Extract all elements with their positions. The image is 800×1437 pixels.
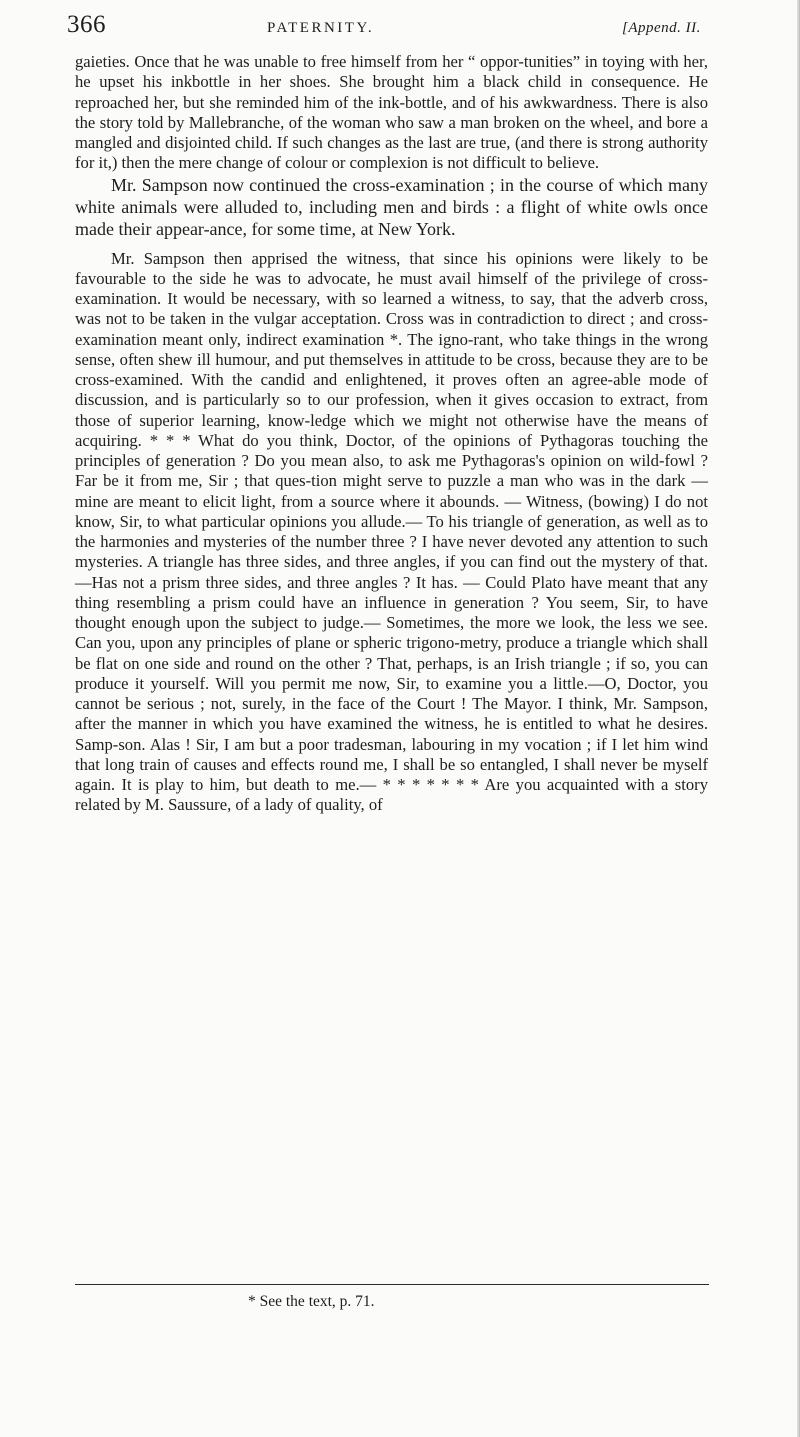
running-head: PATERNITY. — [267, 20, 375, 36]
footnote-rule — [75, 1284, 709, 1285]
paragraph-1: gaieties. Once that he was unable to free himself from her “ oppor-tunities” in toying with her, he upset his inkbottle in her shoes. She brought him a black child in consequence. He reproached her, but she reminded him of the ink-bottle, and of his awkwardness. There is also the story told by Mallebranche, of the woman who saw a man broken on the wheel, and bore a mangled and disjointed child. If such changes as the last are true, (and there is strong authority for it,) then the mere change of colour or complexion is not difficult to believe. — [75, 52, 708, 173]
footnote: * See the text, p. 71. — [248, 1293, 375, 1310]
body-text — [75, 52, 708, 816]
page-number: 366 — [67, 11, 106, 38]
page-header — [67, 11, 707, 45]
appendix-mark: [Append. II. — [622, 20, 701, 36]
paragraph-2: Mr. Sampson now continued the cross-examination ; in the course of which many white animals were alluded to, including men and birds : a flight of white owls once made their appear-ance, for some time, at New York. — [75, 174, 708, 240]
paragraph-3: Mr. Sampson then apprised the witness, that since his opinions were likely to be favourable to the side he was to advocate, he must avail himself of the privilege of cross-examination. It would be necessary, with so learned a witness, to say, that the adverb cross, was not to be taken in the vulgar acceptation. Cross was in contradiction to direct ; and cross-examination meant only, indirect examination *. The igno-rant, who take things in the wrong sense, often shew ill humour, and put themselves in attitude to be cross, because they are to be cross-examined. With the candid and enlightened, it proves often an agree-able mode of discussion, and is particularly so to our profession, when it gives occasion to extract, from those of superior learning, know-ledge which we might not otherwise have the means of acquiring. * * * What do you think, Doctor, of the opinions of Pythagoras touching the principles of generation ? Do you mean also, to ask me Pythagoras's opinion on wild-fowl ? Far be it from me, Sir ; that ques-tion might serve to puzzle a man who was in the dark — mine are meant to elicit light, from a source where it abounds. — Witness, (bowing) I do not know, Sir, to what particular opinions you allude.— To his triangle of generation, as well as to the harmonies and mysteries of the number three ? I have never devoted any attention to such mysteries. A triangle has three sides, and three angles, if you can find out the mystery of that.—Has not a prism three sides, and three angles ? It has. — Could Plato have meant that any thing resembling a prism could have an influence in generation ? You seem, Sir, to have thought enough upon the subject to judge.— Sometimes, the more we look, the less we see. Can you, upon any principles of plane or spheric trigono-metry, produce a triangle which shall be flat on one side and round on the other ? That, perhaps, is an Irish triangle ; if so, you can produce it yourself. Will you permit me now, Sir, to examine you a little.—O, Doctor, you cannot be serious ; not, surely, in the face of the Court ! The Mayor. I think, Mr. Sampson, after the manner in which you have examined the witness, he is entitled to what he desires. Samp-son. Alas ! Sir, I am but a poor tradesman, labouring in my vocation ; if I let him wind that long train of causes and effects round me, I shall be so entangled, I shall never be myself again. It is play to him, but death to me.— * * * * * * * Are you acquainted with a story related by M. Saussure, of a lady of quality, of — [75, 248, 708, 815]
